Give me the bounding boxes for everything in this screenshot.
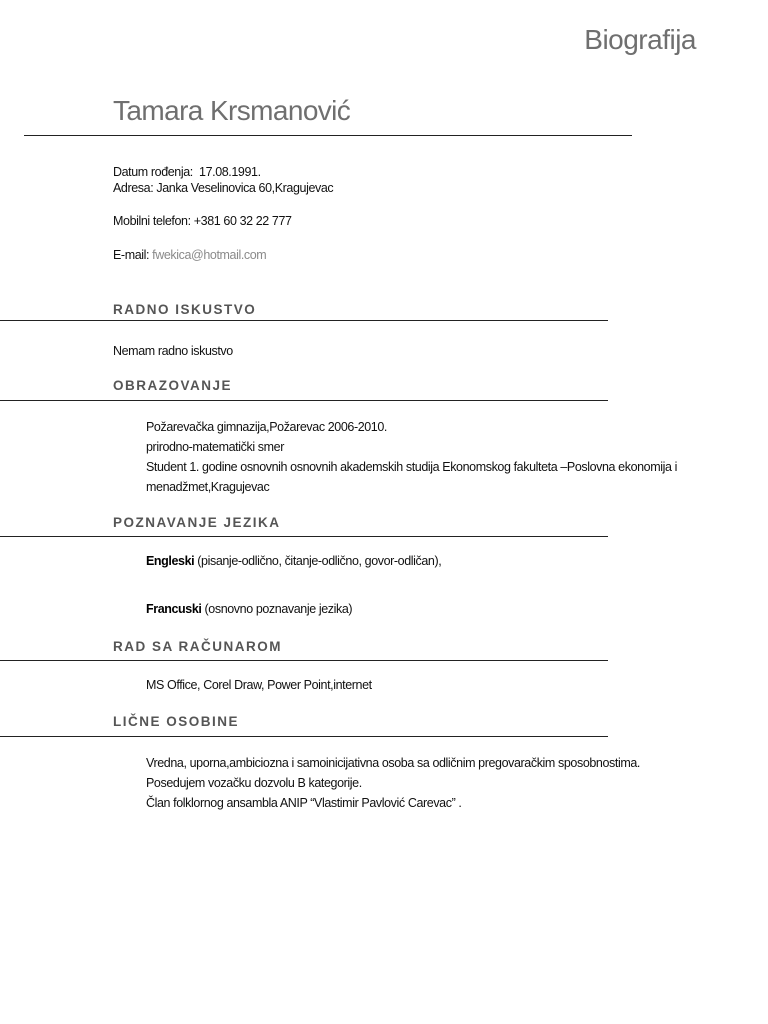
language-french-name: Francuski (146, 602, 202, 616)
address-line (113, 181, 333, 195)
section-divider-education (0, 400, 608, 401)
phone-label: Mobilni telefon: (113, 214, 191, 228)
section-title-education: OBRAZOVANJE (113, 378, 233, 393)
address-label: Adresa: (113, 181, 154, 195)
education-line-2: prirodno-matematički smer (146, 440, 284, 454)
email-label: E-mail: (113, 248, 150, 262)
language-english-name: Engleski (146, 554, 195, 568)
section-divider-work (0, 320, 608, 321)
address-value: Janka Veselinovica 60,Kragujevac (156, 181, 334, 195)
language-french (146, 602, 352, 616)
dob-line (113, 165, 261, 179)
traits-line-1: Vredna, uporna,ambiciozna i samoinicijativna osoba sa odličnim pregovaračkim sposobnostima. (146, 756, 640, 770)
section-divider-languages (0, 536, 608, 537)
dob-value: 17.08.1991. (199, 165, 261, 179)
dob-label: Datum rođenja: (113, 165, 193, 179)
phone-line (113, 214, 292, 228)
section-title-traits: LIČNE OSOBINE (113, 714, 240, 729)
language-english (146, 554, 441, 568)
document-title: Biografija (584, 24, 696, 55)
section-title-computer: RAD SA RAČUNAROM (113, 639, 282, 654)
phone-value: +381 60 32 22 777 (193, 214, 292, 228)
education-line-4: menadžmet,Kragujevac (146, 480, 270, 494)
name-divider (24, 135, 632, 136)
section-title-languages: POZNAVANJE JEZIKA (113, 515, 281, 530)
work-text: Nemam radno iskustvo (113, 344, 233, 358)
section-divider-computer (0, 660, 608, 661)
education-line-3: Student 1. godine osnovnih osnovnih akademskih studija Ekonomskog fakulteta –Poslovna ekonomija i (146, 460, 678, 474)
email-link[interactable]: fwekica@hotmail.com (152, 248, 267, 262)
computer-text: MS Office, Corel Draw, Power Point,internet (146, 678, 372, 692)
traits-line-3: Član folklornog ansambla ANIP “Vlastimir Pavlović Carevac” . (146, 796, 462, 810)
language-french-detail: (osnovno poznavanje jezika) (201, 602, 353, 616)
education-line-1: Požarevačka gimnazija,Požarevac 2006-2010. (146, 420, 387, 434)
traits-line-2: Posedujem vozačku dozvolu B kategorije. (146, 776, 362, 790)
section-title-work: RADNO ISKUSTVO (113, 302, 257, 317)
section-divider-traits (0, 736, 608, 737)
email-line (113, 248, 266, 262)
language-english-detail: (pisanje-odlično, čitanje-odlično, govor-odličan), (194, 554, 442, 568)
person-name: Tamara Krsmanović (113, 95, 351, 126)
